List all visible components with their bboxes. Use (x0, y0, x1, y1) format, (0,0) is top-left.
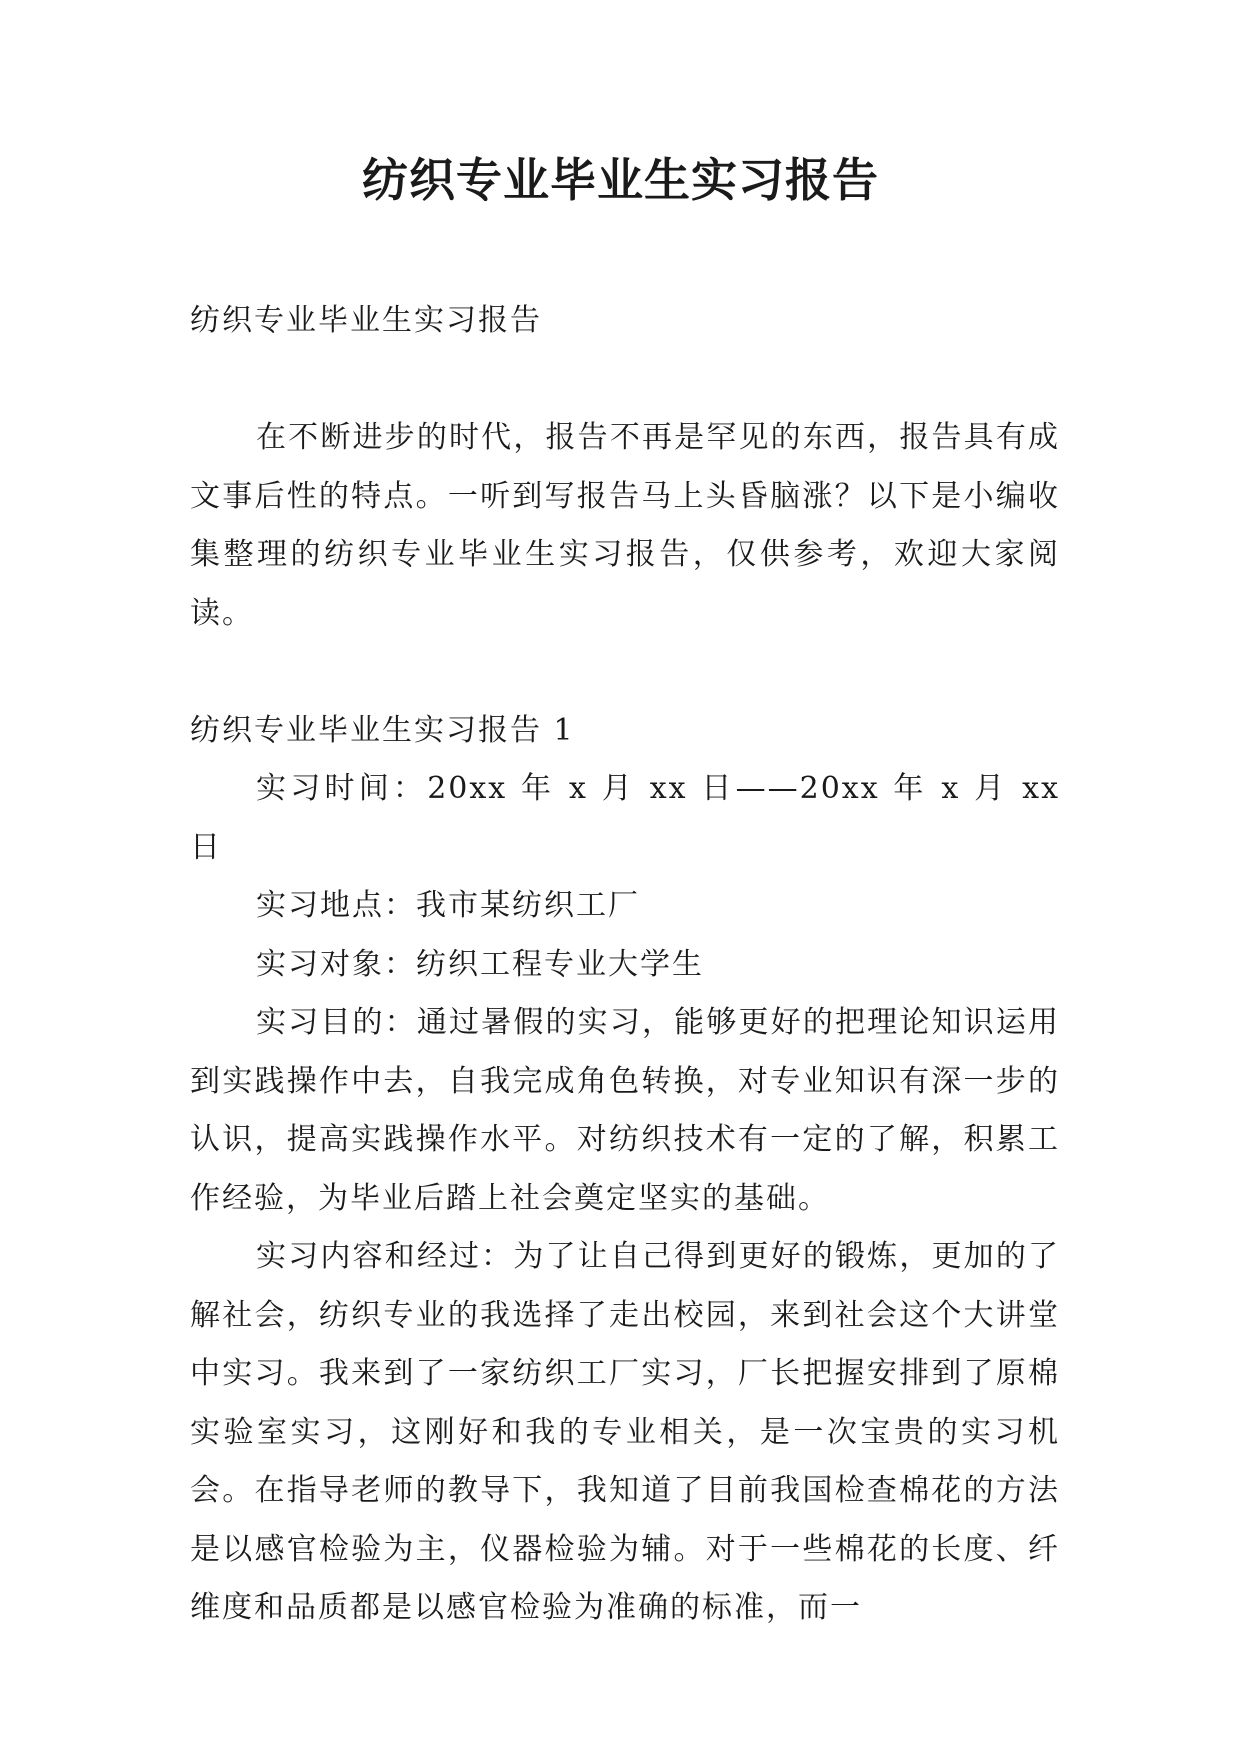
internship-target: 实习对象：纺织工程专业大学生 (256, 946, 704, 982)
paragraph-gap (190, 643, 1060, 702)
document-body (190, 292, 1060, 1638)
internship-place: 实习地点：我市某纺织工厂 (256, 888, 640, 923)
intro-paragraph: 在不断进步的时代，报告不再是罕见的东西，报告具有成文事后性的特点。一听到写报告马上头昏脑涨？以下是小编收集整理的纺织专业毕业生实习报告，仅供参考，欢迎大家阅读。 (190, 420, 1060, 631)
paragraph-gap (190, 351, 1060, 410)
internship-content: 实习内容和经过：为了让自己得到更好的锻炼，更加的了解社会，纺织专业的我选择了走出校园，来到社会这个大讲堂中实习。我来到了一家纺织工厂实习，厂长把握安排到了原棉实验室实习，这刚好和我的专业相关，是一次宝贵的实习机会。在指导老师的教导下，我知道了目前我国检查棉花的方法是以感官检验为主，仪器检验为辅。对于一些棉花的长度、纤维度和品质都是以感官检验为准确的标准，而一 (190, 1239, 1060, 1625)
section-heading: 纺织专业毕业生实习报告 1 (190, 712, 575, 748)
document-title: 纺织专业毕业生实习报告 (362, 153, 879, 207)
internship-purpose: 实习目的：通过暑假的实习，能够更好的把理论知识运用到实践操作中去，自我完成角色转换，对专业知识有深一步的认识，提高实践操作水平。对纺织技术有一定的了解，积累工作经验，为毕业后踏上社会奠定坚实的基础。 (190, 1005, 1060, 1216)
subtitle: 纺织专业毕业生实习报告 (190, 303, 542, 338)
internship-time: 实习时间：20xx 年 x 月 xx 日——20xx 年 x 月 xx 日 (190, 771, 1060, 865)
